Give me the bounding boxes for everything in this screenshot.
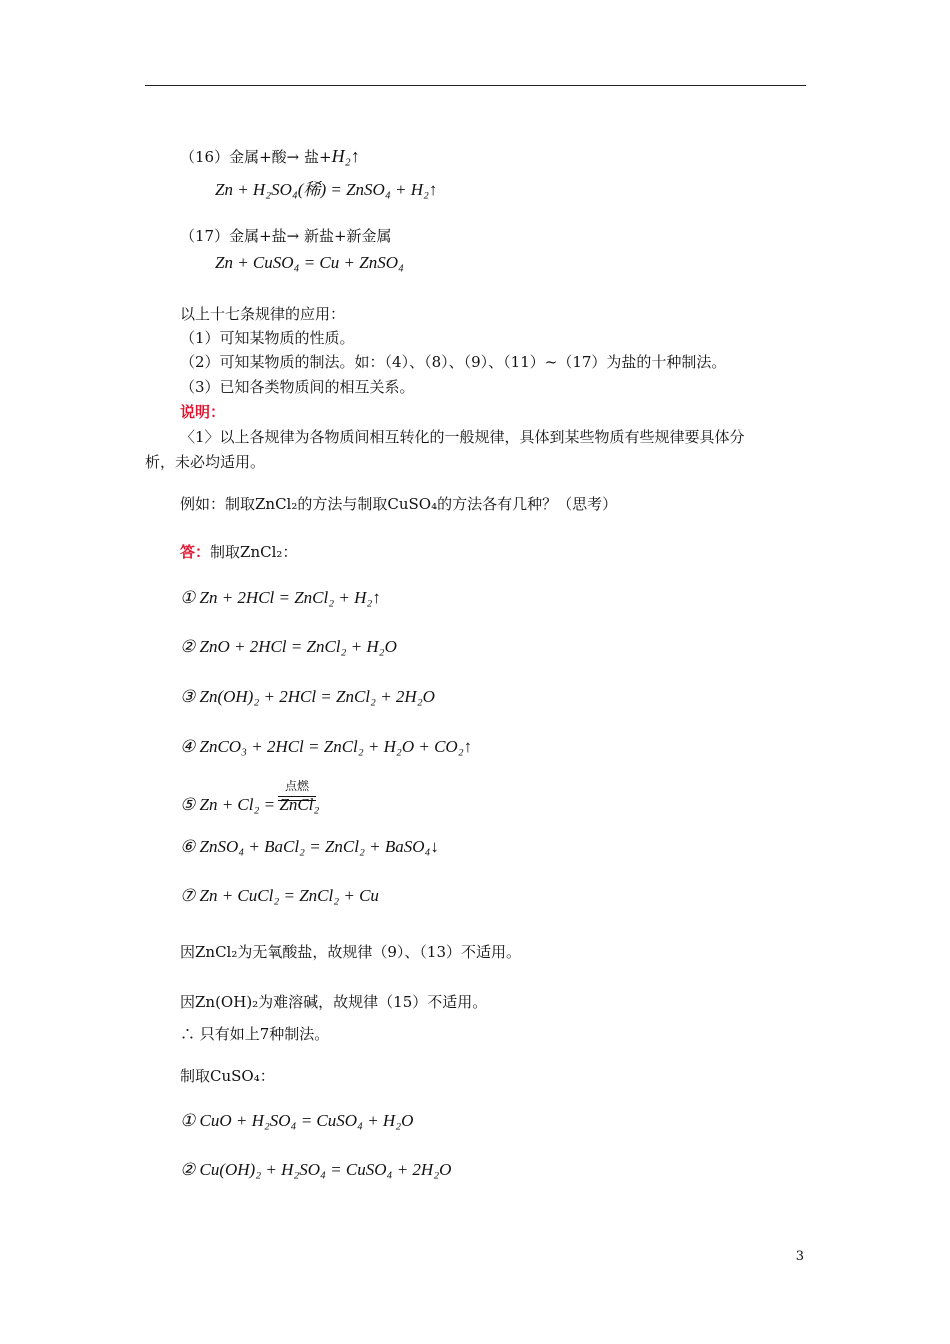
rule-17-equation: Zn + CuSO₄ = Cu + ZnSO₄ (215, 253, 404, 272)
reason-2: 因Zn(OH)₂为难溶碱，故规律（15）不适用。 (180, 993, 488, 1011)
example-question: 例如：制取ZnCl₂的方法与制取CuSO₄的方法各有几种？（思考） (180, 495, 618, 513)
zncl2-method-3: ③ Zn(OH)₂ + 2HCl = ZnCl₂ + 2H₂O (180, 687, 435, 706)
zncl2-method-7: ⑦ Zn + CuCl₂ = ZnCl₂ + Cu (180, 886, 379, 905)
application-title: 以上十七条规律的应用： (180, 305, 346, 323)
zncl2-method-4: ④ ZnCO₃ + 2HCl = ZnCl₂ + H₂O + CO₂↑ (180, 737, 473, 756)
application-2: （2）可知某物质的制法。如：（4）、（8）、（9）、（11）~（17）为盐的十种制法。 (180, 353, 727, 371)
answer-text: 制取ZnCl₂： (210, 543, 298, 561)
cuso4-method-2: ② Cu(OH)₂ + H₂SO₄ = CuSO₄ + 2H₂O (180, 1160, 452, 1179)
cuso4-title: 制取CuSO₄： (180, 1067, 275, 1085)
note-label: 说明： (180, 403, 226, 421)
zncl2-method-2: ② ZnO + 2HCl = ZnCl₂ + H₂O (180, 637, 397, 656)
rule-16-label: （16）金属+酸→ 盐+H₂↑ (180, 146, 360, 166)
header-rule (145, 85, 806, 86)
cuso4-method-1: ① CuO + H₂SO₄ = CuSO₄ + H₂O (180, 1111, 414, 1130)
answer-label: 答： (180, 543, 211, 561)
rule-17-label: （17）金属+盐→ 新盐+新金属 (180, 227, 392, 245)
note-1-line-2: 析，未必均适用。 (145, 453, 266, 471)
conclusion: ∴ 只有如上7种制法。 (180, 1025, 330, 1043)
application-3: （3）已知各类物质间的相互关系。 (180, 378, 415, 396)
note-1-line-1: 〈1〉以上各规律为各物质间相互转化的一般规律，具体到某些物质有些规律要具体分 (180, 428, 745, 446)
page-number: 3 (795, 1249, 804, 1264)
rule-16-equation: Zn + H₂SO₄(稀) = ZnSO₄ + H₂↑ (215, 180, 438, 199)
zncl2-method-6: ⑥ ZnSO₄ + BaCl₂ = ZnCl₂ + BaSO₄↓ (180, 837, 439, 856)
zncl2-method-1: ① Zn + 2HCl = ZnCl₂ + H₂↑ (180, 588, 381, 607)
application-1: （1）可知某物质的性质。 (180, 329, 355, 347)
reason-1: 因ZnCl₂为无氧酸盐，故规律（9）、（13）不适用。 (180, 943, 522, 961)
answer-line (180, 542, 297, 562)
zncl2-method-5: ⑤ Zn + Cl₂ = ZnCl₂ (180, 795, 320, 814)
ignition-condition: 点燃 (284, 779, 309, 793)
